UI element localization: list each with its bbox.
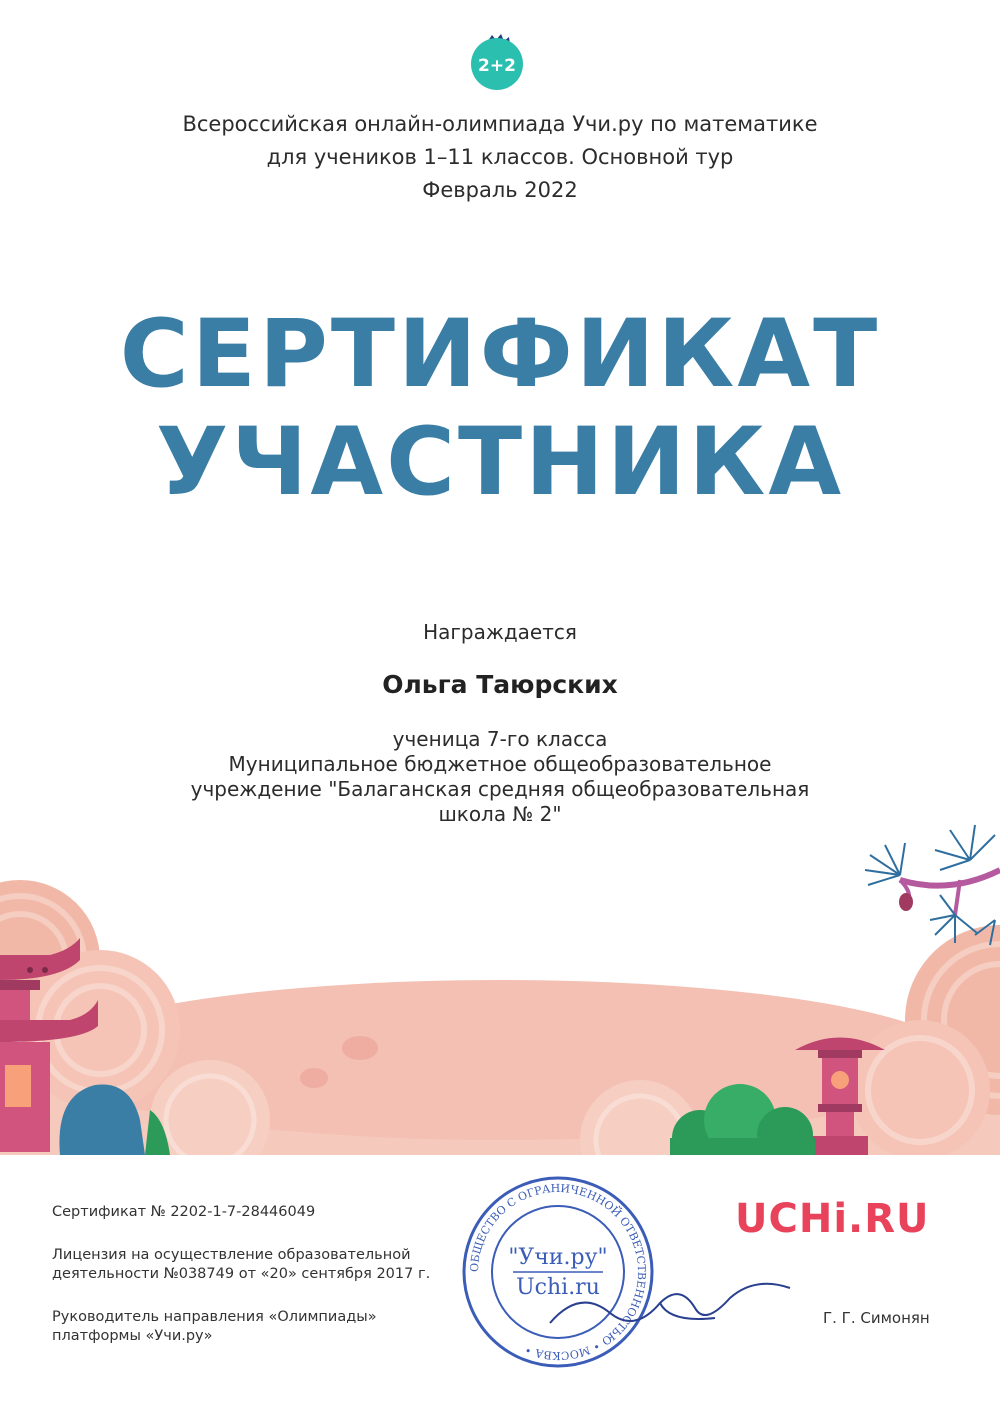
uchi-logo-icon	[468, 33, 526, 91]
header-line-3: Февраль 2022	[422, 178, 578, 202]
small-mound	[300, 1068, 328, 1088]
license-line-2: деятельности №038749 от «20» сентября 2017 г.	[52, 1266, 431, 1282]
school-line-1: Муниципальное бюджетное общеобразовательное	[228, 752, 772, 776]
director-line-1: Руководитель направления «Олимпиады»	[52, 1309, 377, 1325]
stamp-center-line-1: "Учи.ру"	[508, 1245, 608, 1270]
recipient-grade: ученица 7-го класса	[392, 727, 608, 751]
header-line-2: для учеников 1–11 классов. Основной тур	[266, 145, 734, 169]
awarded-label: Награждается	[423, 620, 577, 644]
signer-name: Г. Г. Симонян	[823, 1309, 930, 1327]
header-line-1: Всероссийская онлайн-олимпиада Учи.ру по математике	[182, 112, 818, 136]
stamp-ring-text: ОБЩЕСТВО С ОГРАНИЧЕННОЙ ОТВЕТСТВЕННОСТЬЮ • МОСКВА •	[467, 1181, 649, 1363]
license-info	[52, 1246, 430, 1284]
logo-badge-text: 2+2	[478, 56, 516, 76]
pine-branch	[865, 825, 1000, 945]
certificate-title-line-2: УЧАСТНИКА	[155, 408, 845, 517]
school-line-3: школа № 2"	[438, 802, 562, 826]
school-line-2: учреждение "Балаганская средняя общеобразовательная	[190, 777, 810, 801]
stamp-center-line-2: Uchi.ru	[516, 1275, 600, 1300]
director-title	[52, 1308, 377, 1346]
certificate-number: Сертификат № 2202-1-7-28446049	[52, 1204, 316, 1220]
recipient-name: Ольга Таюрских	[382, 670, 618, 699]
recipient-details	[0, 727, 1000, 827]
license-line-1: Лицензия на осуществление образовательной	[52, 1247, 411, 1263]
director-line-2: платформы «Учи.ру»	[52, 1328, 213, 1344]
olympiad-header	[0, 108, 1000, 207]
small-mound	[342, 1036, 378, 1060]
landscape-illustration	[0, 820, 1000, 1155]
certificate-title-line-1: СЕРТИФИКАТ	[119, 300, 881, 409]
signature	[540, 1268, 800, 1338]
uchi-ru-brand-logo: UCHi.RU	[735, 1196, 930, 1242]
pine-cone	[899, 893, 913, 911]
